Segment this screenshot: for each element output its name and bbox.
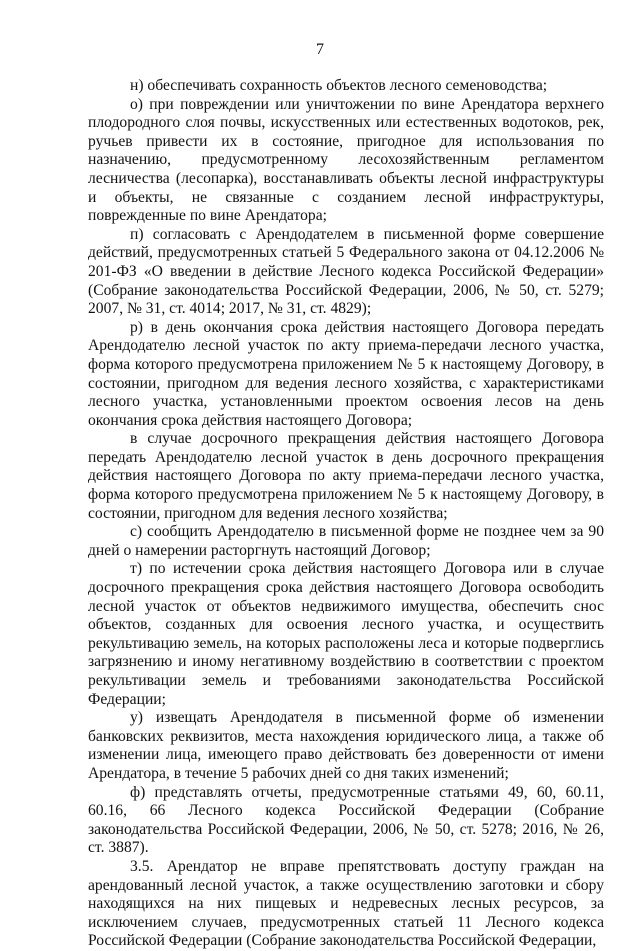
paragraph-t: т) по истечении срока действия настоящего Договора или в случае досрочного прекращения срока действия настоящего Договора освободить лесной участок от объектов недвижимого имущества, обеспечить снос объектов, созданных для освоения лесного участка, и осуществить рекультивацию земель, на которых расположены леса и которые подверглись загрязнению и иному негативному воздействию в соответствии с проектом рекультивации земель и требованиями законодательства Российской Федерации; xyxy=(88,560,604,708)
paragraph-p: п) согласовать с Арендодателем в письменной форме совершение действий, предусмотренных статьей 5 Федерального закона от 04.12.2006 № 201-ФЗ «О введении в действие Лесного кодекса Российской Федерации» (Собрание законодательства Российской Федерации, 2006, № 50, ст. 5279; 2007, № 31, ст. 4014; 2017, № 31, ст. 4829); xyxy=(88,225,604,318)
paragraph-s: с) сообщить Арендодателю в письменной форме не позднее чем за 90 дней о намерении расторгнуть настоящий Договор; xyxy=(88,523,604,559)
paragraph-r-early-termination: в случае досрочного прекращения действия настоящего Договора передать Арендодателю лесной участок в день досрочного прекращения действия настоящего Договора по акту приема-передачи лесного участка, форма которого предусмотрена приложением № 5 к настоящему Договору, в состоянии, пригодном для ведения лесного хозяйства; xyxy=(88,430,604,522)
document-body xyxy=(88,77,604,951)
paragraph-r: р) в день окончания срока действия настоящего Договора передать Арендодателю лесной участок по акту приема-передачи лесного участка, форма которого предусмотрена приложением № 5 к настоящему Договору, в состоянии, пригодном для ведения лесного хозяйства, с характеристиками лесного участка, установленными проектом освоения лесов на день окончания срока действия настоящего Договора; xyxy=(88,318,604,429)
paragraph-n: н) обеспечивать сохранность объектов лесного семеноводства; xyxy=(130,77,548,94)
page-number: 7 xyxy=(316,41,324,58)
paragraph-f: ф) представлять отчеты, предусмотренные статьями 49, 60, 60.11, 60.16, 66 Лесного кодекса Российской Федерации (Собрание законодательства Российской Федерации, 2006, № 50, ст. 5278; 2016, № 26, ст. 3887). xyxy=(88,783,604,857)
paragraph-3-5: 3.5. Арендатор не вправе препятствовать доступу граждан на арендованный лесной участок, а также осуществлению заготовки и сбору находящихся на них пищевых и недревесных лесных ресурсов, за исключением случаев, предусмотренных статьей 11 Лесного кодекса Российской Федерации (Собрание законодательства Российской Федерации, xyxy=(88,857,604,950)
paragraph-u: у) извещать Арендодателя в письменной форме об изменении банковских реквизитов, места нахождения юридического лица, а также об изменении лица, имеющего право действовать без доверенности от имени Арендатора, в течение 5 рабочих дней со дня таких изменений; xyxy=(88,709,604,782)
paragraph-o: о) при повреждении или уничтожении по вине Арендатора верхнего плодородного слоя почвы, искусственных или естественных водотоков, рек, ручьев привести их в состояние, пригодное для использования по назначению, предусмотренному лесохозяйственным регламентом лесничества (лесопарка), восстанавливать объекты лесной инфраструктуры и объекты, не связанные с созданием лесной инфраструктуры, поврежденные по вине Арендатора; xyxy=(88,95,604,225)
